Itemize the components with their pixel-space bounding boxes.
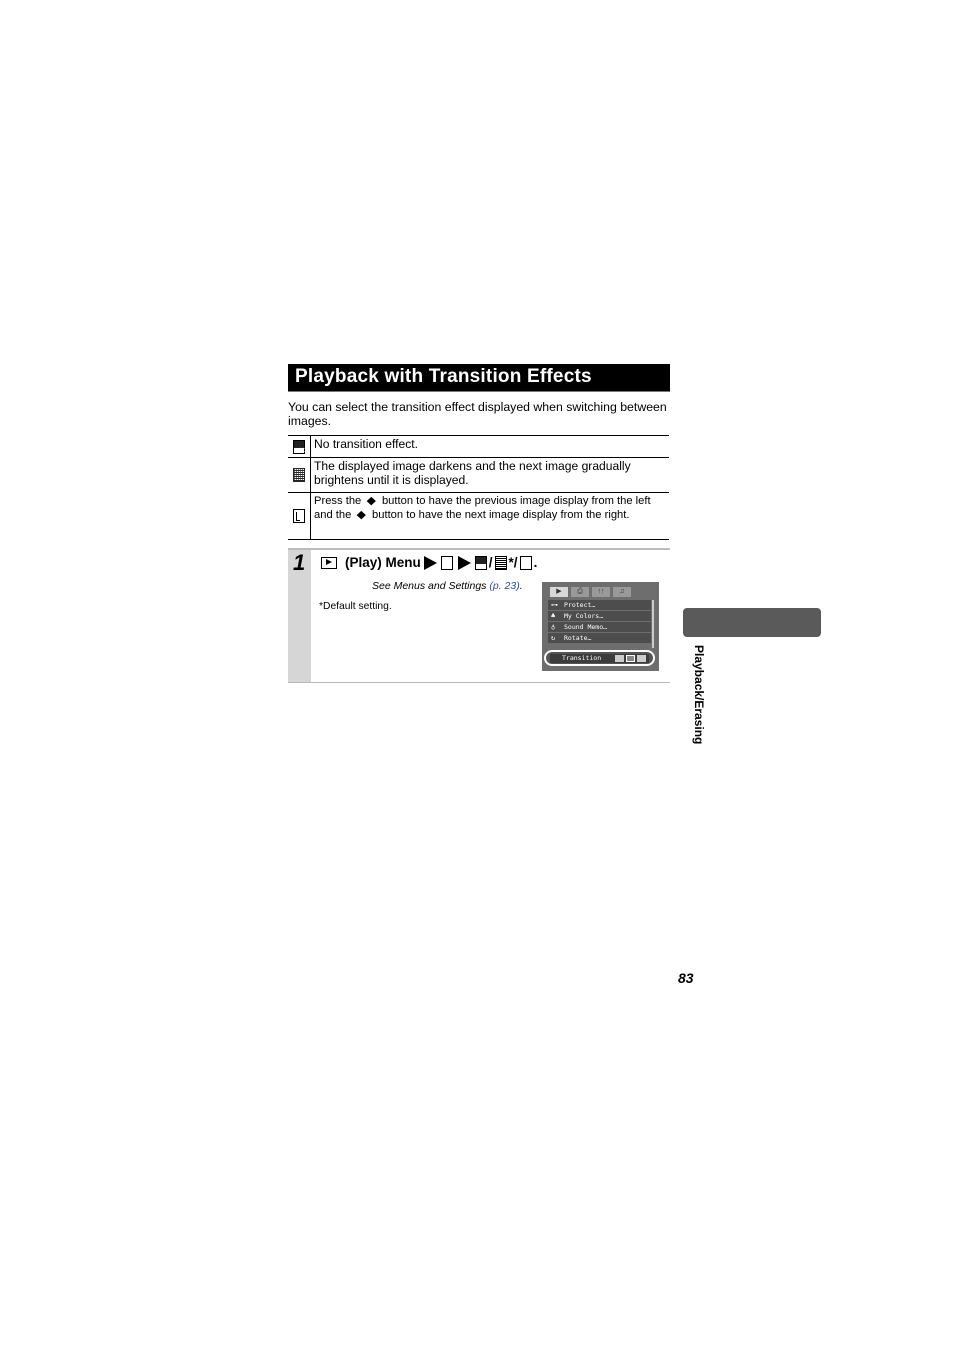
scrollbar [652, 600, 654, 648]
setup-tab-icon: ↑↑ [592, 587, 610, 597]
effect-description: The displayed image darkens and the next image gradually brightens until it is displayed. [311, 458, 670, 493]
microphone-icon: ♁ [551, 623, 556, 631]
transition-effects-table [288, 435, 669, 540]
fade-transition-icon [293, 468, 305, 482]
camera-screen [542, 582, 659, 671]
table-row [288, 493, 669, 540]
list-item: ♁ Sound Memo… [548, 622, 651, 632]
default-note: *Default setting. [319, 601, 392, 612]
step-instruction: (Play) Menu / * / . [321, 555, 537, 570]
table-row [288, 458, 669, 493]
no-transition-icon [615, 655, 624, 662]
section-title: Playback with Transition Effects [295, 366, 592, 387]
transition-icon [441, 556, 453, 570]
list-item: ⊶ Protect… [548, 600, 651, 610]
my-colors-icon: ♣ [551, 612, 556, 620]
slide-transition-icon [293, 509, 305, 523]
menu-label: (Play) Menu [345, 555, 421, 570]
effect-description: Press the ◆ button to have the previous image display from the left and the ◆ button to have the next image display from the right. [311, 493, 670, 540]
slide-transition-icon [637, 655, 646, 662]
key-icon: ⊶ [551, 601, 558, 609]
selected-menu-item: Transition [544, 650, 655, 666]
rotate-icon: ↻ [551, 634, 556, 642]
play-tab-icon: ▶ [550, 587, 568, 597]
fade-transition-icon [626, 655, 635, 662]
chapter-tab [683, 608, 821, 637]
page-link[interactable]: (p. 23) [489, 580, 520, 592]
page-number: 83 [678, 970, 694, 986]
triangle-arrow-icon [424, 556, 437, 570]
effect-description: No transition effect. [311, 436, 670, 458]
no-transition-icon [293, 440, 305, 454]
step-number: 1 [293, 550, 306, 575]
triangle-arrow-icon [458, 556, 471, 570]
table-row [288, 436, 669, 458]
fade-transition-icon [495, 556, 507, 570]
section-header [288, 364, 670, 392]
list-item: ♣ My Colors… [548, 611, 651, 621]
see-reference: See Menus and Settings (p. 23). [372, 580, 523, 592]
chapter-label: Playback/Erasing [692, 645, 706, 745]
no-transition-icon [475, 556, 487, 570]
left-arrow-icon: ◆ [366, 495, 377, 507]
step-box [288, 548, 670, 683]
play-icon [321, 557, 337, 569]
list-item: ↻ Rotate… [548, 633, 651, 643]
my-camera-tab-icon: ♫ [613, 587, 631, 597]
intro-text: You can select the transition effect displayed when switching between images. [288, 400, 667, 428]
slide-transition-icon [520, 556, 532, 570]
print-tab-icon: ⎙ [571, 587, 589, 597]
right-arrow-icon: ◆ [357, 509, 367, 521]
